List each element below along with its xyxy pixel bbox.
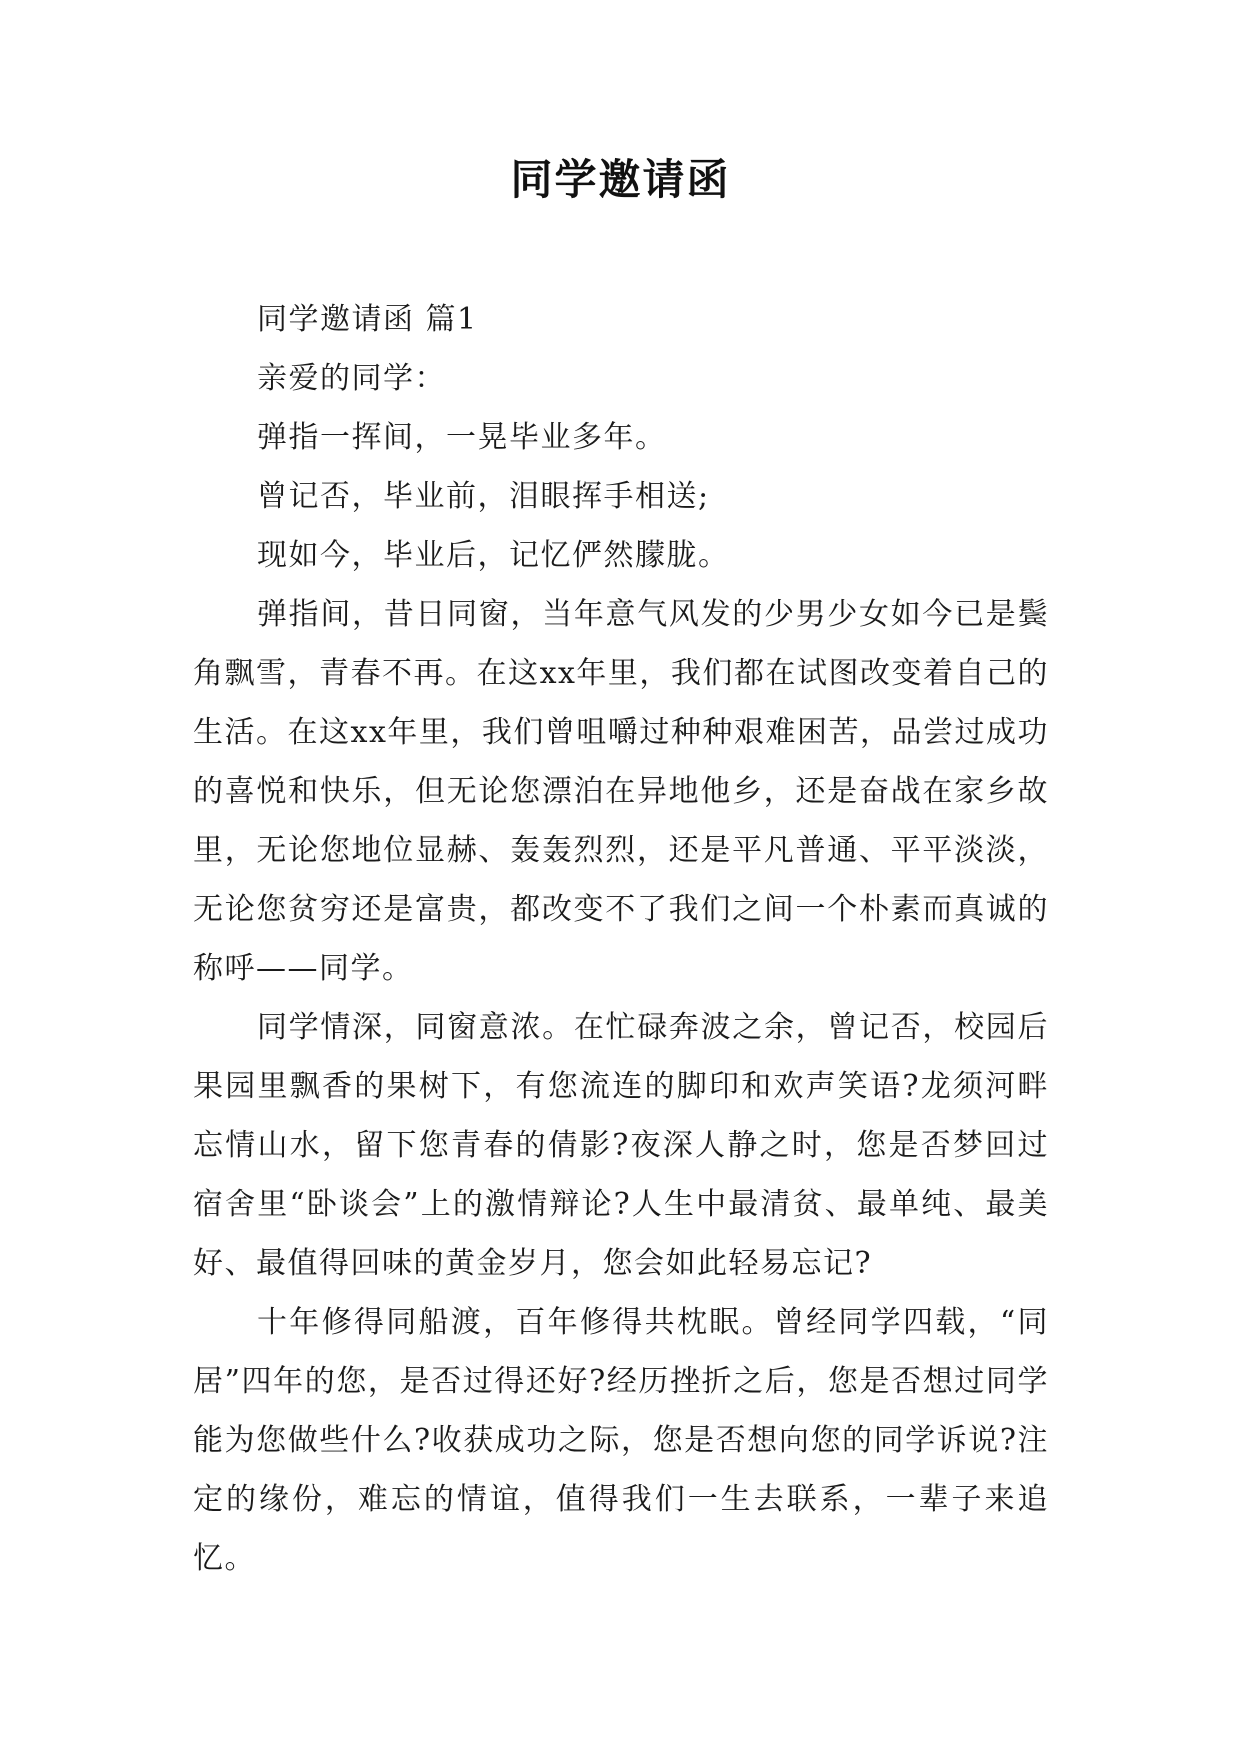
salutation: 亲爱的同学： bbox=[257, 361, 446, 396]
body-paragraph: 弹指间，昔日同窗，当年意气风发的少男少女如今已是鬓角飘雪，青春不再。在这xx年里，我们都在试图改变着自己的生活。在这xx年里，我们曾咀嚼过种种艰难困苦，品尝过成功的喜悦和快乐，但无论您漂泊在异地他乡，还是奋战在家乡故里，无论您地位显赫、轰轰烈烈，还是平凡普通、平平淡淡，无论您贫穷还是富贵，都改变不了我们之间一个朴素而真诚的称呼——同学。 bbox=[193, 597, 1049, 986]
body-paragraph: 同学情深，同窗意浓。在忙碌奔波之余，曾记否，校园后果园里飘香的果树下，有您流连的脚印和欢声笑语?龙须河畔忘情山水，留下您青春的倩影?夜深人静之时，您是否梦回过宿舍里“卧谈会”上的激情辩论?人生中最清贫、最单纯、最美好、最值得回味的黄金岁月，您会如此轻易忘记? bbox=[193, 1010, 1049, 1281]
document-body bbox=[193, 290, 1049, 1588]
body-paragraph: 十年修得同船渡，百年修得共枕眠。曾经同学四载，“同居”四年的您，是否过得还好?经历挫折之后，您是否想过同学能为您做些什么?收获成功之际，您是否想向您的同学诉说?注定的缘份，难忘的情谊，值得我们一生去联系，一辈子来追忆。 bbox=[193, 1305, 1049, 1576]
body-paragraph: 曾记否，毕业前，泪眼挥手相送; bbox=[257, 479, 710, 514]
document-title: 同学邀请函 bbox=[510, 155, 731, 204]
body-paragraph: 现如今，毕业后，记忆俨然朦胧。 bbox=[257, 538, 730, 573]
body-paragraph: 弹指一挥间，一晃毕业多年。 bbox=[257, 420, 667, 455]
section-heading: 同学邀请函 篇1 bbox=[257, 302, 478, 337]
